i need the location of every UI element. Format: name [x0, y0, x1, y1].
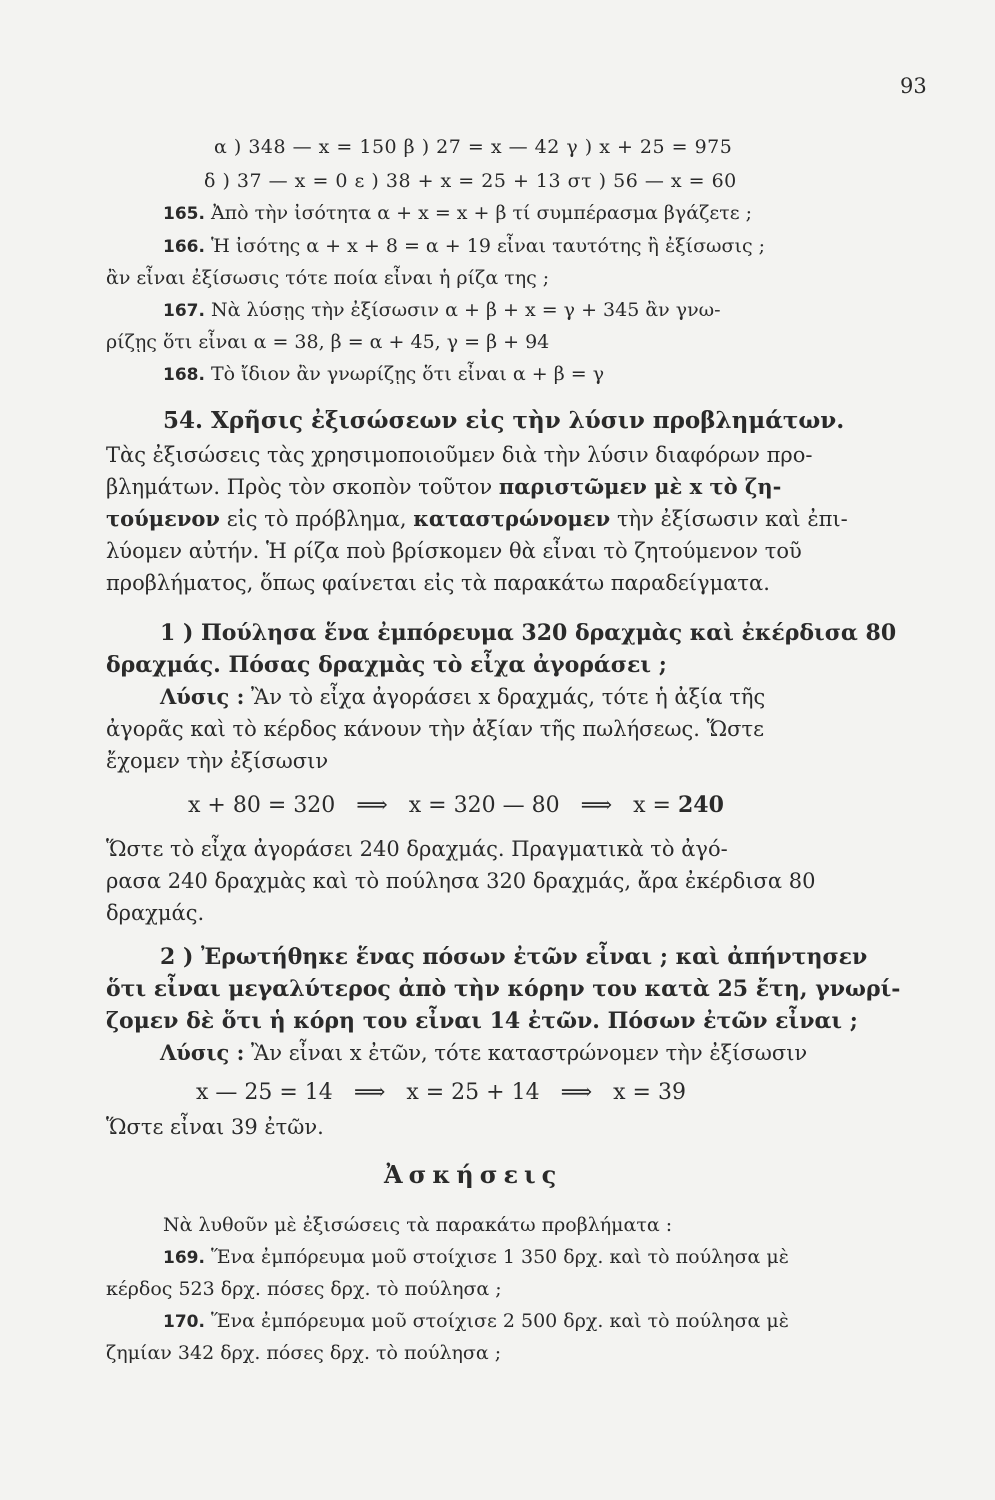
item-number: 170.	[163, 1312, 205, 1332]
exercises-intro: Νὰ λυθοῦν μὲ ἐξισώσεις τὰ παρακάτω προβλήματα :	[163, 1214, 673, 1236]
implies-arrow: ⟹	[353, 1080, 386, 1105]
problem1-question: 1 ) Πούλησα ἕνα ἐμπόρευμα 320 δραχμὰς καὶ ἐκέρδισα 80	[160, 620, 897, 646]
text-run: τὴν ἐξίσωσιν καὶ ἐπι-	[616, 507, 848, 531]
problem1-conclusion: δραχμάς.	[106, 901, 205, 925]
exercise-169-cont: κέρδος 523 δρχ. πόσες δρχ. τὸ πούλησα ;	[106, 1278, 502, 1300]
problem1-question: δραχμάς. Πόσας δραχμὰς τὸ εἶχα ἀγοράσει ;	[106, 652, 667, 678]
solution-label: Λύσις :	[160, 684, 245, 709]
section-para-line: λύομεν αὐτήν. Ἡ ρίζα ποὺ βρίσκομεν θὰ εἶναι τὸ ζητούμενον τοῦ	[106, 539, 802, 563]
item-number: 168.	[163, 365, 205, 385]
item-168	[163, 361, 604, 388]
problem1-conclusion: Ὥστε τὸ εἶχα ἀγοράσει 240 δραχμάς. Πραγματικὰ τὸ ἀγό-	[106, 837, 728, 861]
problem1-conclusion: ρασα 240 δραχμὰς καὶ τὸ πούλησα 320 δραχμάς, ἄρα ἐκέρδισα 80	[106, 869, 816, 893]
item-166	[163, 233, 765, 260]
item-166-cont: ἂν εἶναι ἐξίσωσις τότε ποία εἶναι ἡ ρίζα της ;	[106, 267, 550, 289]
exercises-title: Ἀσκήσεις	[384, 1160, 563, 1189]
section-para-line: Τὰς ἐξισώσεις τὰς χρησιμοποιοῦμεν διὰ τὴν λύσιν διαφόρων προ-	[106, 443, 813, 467]
equation: x = 39	[613, 1080, 686, 1105]
item-167-cont: ρίζῃς ὅτι εἶναι α = 38, β = α + 45, γ = β + 94	[106, 331, 550, 353]
problem2-conclusion: Ὥστε εἶναι 39 ἐτῶν.	[106, 1115, 324, 1139]
section-para-line	[106, 506, 848, 532]
text-run: βλημάτων. Πρὸς τὸν σκοπὸν τοῦτον	[106, 475, 493, 499]
problem2-question: ὅτι εἶναι μεγαλύτερος ἀπὸ τὴν κόρην του κατὰ 25 ἔτη, γνωρί-	[106, 976, 901, 1002]
item-number: 167.	[163, 301, 205, 321]
problem2-equation-chain	[196, 1080, 686, 1106]
equation: x = 25 + 14	[406, 1080, 540, 1105]
exercise-line: δ ) 37 — x = 0 ε ) 38 + x = 25 + 13 στ ) 56 — x = 60	[204, 170, 737, 192]
text-run: Ἂν τὸ εἶχα ἀγοράσει x δραχμάς, τότε ἡ ἀξία τῆς	[251, 685, 766, 709]
exercise-170	[163, 1308, 789, 1335]
problem2-question: ζομεν δὲ ὅτι ἡ κόρη του εἶναι 14 ἐτῶν. Πόσων ἐτῶν εἶναι ;	[106, 1008, 858, 1034]
problem1-solution-line: ἀγορᾶς καὶ τὸ κέρδος κάνουν τὴν ἀξίαν τῆς πωλήσεως. Ὥστε	[106, 717, 764, 741]
equation: x =	[633, 793, 678, 818]
bold-run: καταστρώνομεν	[413, 506, 611, 531]
text-run: Ἂν εἶναι x ἐτῶν, τότε καταστρώνομεν τὴν ἐξίσωσιν	[251, 1041, 808, 1065]
exercise-line: α ) 348 — x = 150 β ) 27 = x — 42 γ ) x + 25 = 975	[214, 136, 733, 158]
item-number: 166.	[163, 237, 205, 257]
equation: x — 25 = 14	[196, 1080, 333, 1105]
exercise-170-cont: ζημίαν 342 δρχ. πόσες δρχ. τὸ πούλησα ;	[106, 1342, 502, 1364]
problem1-equation-chain	[188, 792, 724, 819]
problem1-solution-line: ἔχομεν τὴν ἐξίσωσιν	[106, 749, 329, 773]
answer-value: 240	[677, 792, 724, 818]
exercise-169	[163, 1244, 789, 1271]
implies-arrow: ⟹	[356, 793, 388, 818]
item-text: Ἡ ἰσότης α + x + 8 = α + 19 εἶναι ταυτότης ἢ ἐξίσωσις ;	[210, 235, 766, 257]
implies-arrow: ⟹	[580, 793, 613, 818]
problem1-solution-line	[160, 684, 765, 710]
equation: x + 80 = 320	[188, 793, 336, 818]
item-text: Ἕνα ἐμπόρευμα μοῦ στοίχισε 2 500 δρχ. καὶ τὸ πούλησα μὲ	[210, 1310, 789, 1332]
bold-run: τούμενον	[106, 506, 220, 531]
item-number: 169.	[163, 1248, 205, 1268]
bold-run: παριστῶμεν μὲ x τὸ ζη-	[498, 474, 782, 499]
equation: x = 320 — 80	[408, 793, 560, 818]
item-text: Νὰ λύσῃς τὴν ἐξίσωσιν α + β + x = γ + 345 ἂν γνω-	[210, 299, 721, 321]
section-title: 54. Χρῆσις ἐξισώσεων εἰς τὴν λύσιν προβλημάτων.	[163, 407, 845, 434]
item-text: Τὸ ἴδιον ἂν γνωρίζῃς ὅτι εἶναι α + β = γ	[210, 363, 605, 385]
item-text: Ἕνα ἐμπόρευμα μοῦ στοίχισε 1 350 δρχ. καὶ τὸ πούλησα μὲ	[210, 1246, 789, 1268]
problem2-solution-line	[160, 1040, 807, 1066]
section-para-line	[106, 474, 781, 500]
implies-arrow: ⟹	[560, 1080, 593, 1105]
problem2-question: 2 ) Ἐρωτήθηκε ἕνας πόσων ἐτῶν εἶναι ; καὶ ἀπήντησεν	[160, 944, 868, 970]
solution-label: Λύσις :	[160, 1040, 245, 1065]
page-number: 93	[900, 74, 927, 98]
text-run: εἰς τὸ πρόβλημα,	[226, 507, 407, 531]
item-number: 165.	[163, 204, 205, 224]
section-para-line: προβλήματος, ὅπως φαίνεται εἰς τὰ παρακάτω παραδείγματα.	[106, 571, 770, 595]
item-165	[163, 200, 752, 227]
item-text: Ἀπὸ τὴν ἰσότητα α + x = x + β τί συμπέρασμα βγάζετε ;	[210, 202, 753, 224]
item-167	[163, 297, 721, 324]
